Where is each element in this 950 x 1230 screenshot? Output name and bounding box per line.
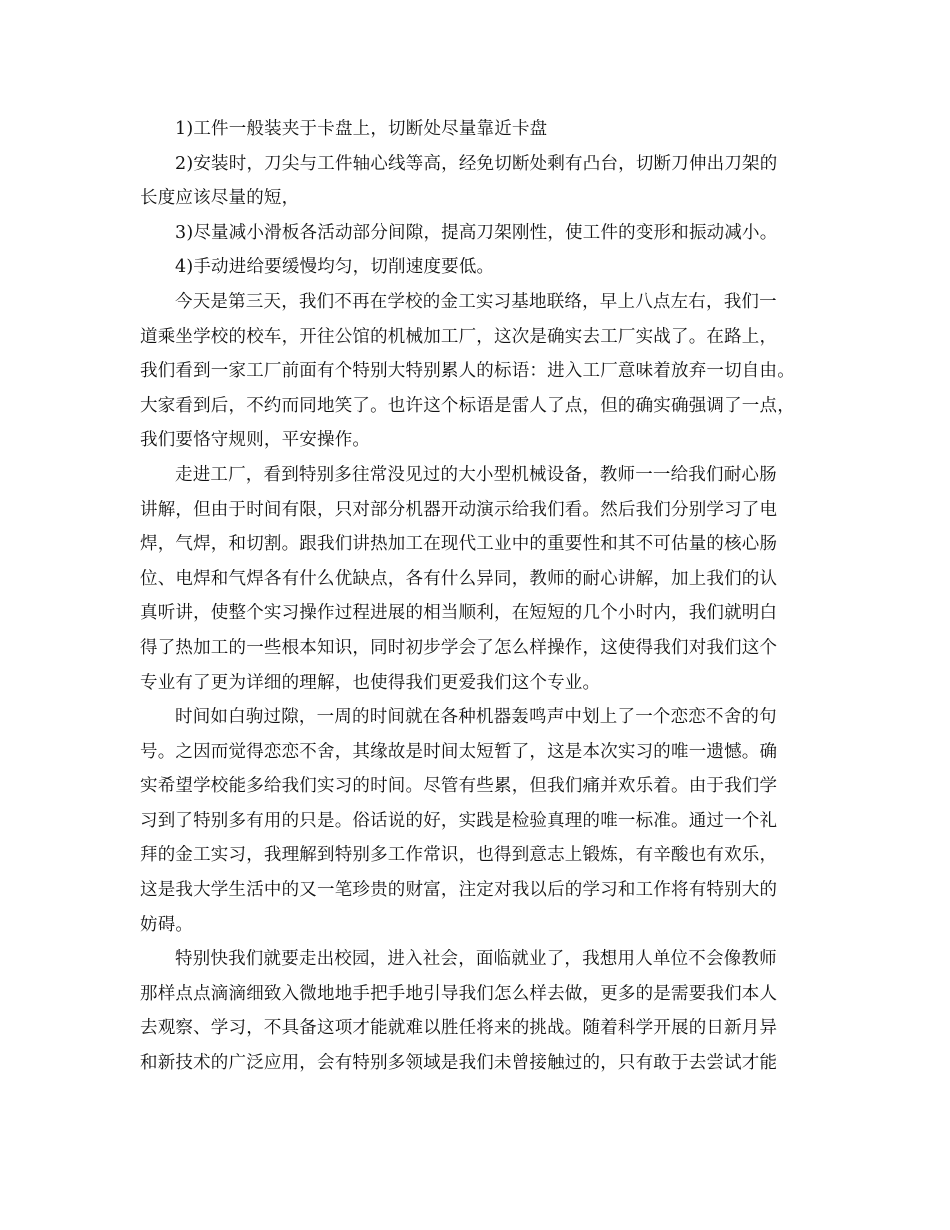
- paragraph-line: 讲解，但由于时间有限，只对部分机器开动演示给我们看。然后我们分别学习了电: [140, 499, 778, 520]
- paragraph-line: 实希望学校能多给我们实习的时间。尽管有些累，但我们痛并欢乐着。由于我们学: [140, 776, 778, 797]
- paragraph-first-line: 时间如白驹过隙，一周的时间就在各种机器轰鸣声中划上了一个恋恋不舍的句: [175, 707, 777, 728]
- paragraph-first-line: 今天是第三天，我们不再在学校的金工实习基地联络，早上八点左右，我们一: [175, 291, 777, 312]
- paragraph-line: 大家看到后，不约而同地笑了。也许这个标语是雷人了点，但的确实确强调了一点，: [140, 395, 795, 416]
- paragraph-first-line: 1)工件一般装夹于卡盘上，切断处尽量靠近卡盘: [175, 119, 548, 139]
- paragraph-line: 那样点点滴滴细致入微地地手把手地引导我们怎么样去做，更多的是需要我们本人: [140, 983, 778, 1004]
- paragraph-line: 长度应该尽量的短，: [140, 188, 300, 209]
- paragraph-line: 我们看到一家工厂前面有个特别大特别累人的标语：进入工厂意味着放弃一切自由。: [140, 361, 795, 382]
- document-body: [140, 112, 812, 1081]
- paragraph-line: 号。之因而觉得恋恋不舍，其缘故是时间太短暂了，这是本次实习的唯一遗憾。确: [140, 741, 778, 762]
- paragraph-first-line: 走进工厂，看到特别多往常没见过的大小型机械设备，教师一一给我们耐心肠: [175, 464, 777, 485]
- paragraph-line: 专业有了更为详细的理解，也使得我们更爱我们这个专业。: [140, 672, 601, 693]
- paragraph-line: 得了热加工的一些根本知识，同时初步学会了怎么样操作，这使得我们对我们这个: [140, 637, 778, 658]
- paragraph-line: 位、电焊和气焊各有什么优缺点，各有什么异同，教师的耐心讲解，加上我们的认: [140, 568, 778, 589]
- paragraph-line: 习到了特别多有用的只是。俗话说的好，实践是检验真理的唯一标准。通过一个礼: [140, 810, 778, 831]
- paragraph-line: 真听讲，使整个实习操作过程进展的相当顺利，在短短的几个小时内，我们就明白: [140, 603, 778, 624]
- paragraph-line: 妨碍。: [140, 914, 194, 935]
- paragraph-first-line: 4)手动进给要缓慢均匀，切削速度要低。: [175, 257, 495, 278]
- paragraph-line: 道乘坐学校的校车，开往公馆的机械加工厂，这次是确实去工厂实战了。在路上，: [140, 326, 778, 347]
- paragraph-line: 和新技术的广泛应用，会有特别多领域是我们未曾接触过的，只有敢于去尝试才能: [140, 1053, 778, 1074]
- paragraph-line: 这是我大学生活中的又一笔珍贵的财富，注定对我以后的学习和工作将有特别大的: [140, 880, 778, 901]
- paragraph-first-line: 特别快我们就要走出校园，进入社会，面临就业了，我想用人单位不会像教师: [175, 949, 777, 970]
- paragraph-line: 我们要恪守规则，平安操作。: [140, 430, 371, 451]
- paragraph-first-line: 2)安装时，刀尖与工件轴心线等高，经免切断处剩有凸台，切断刀伸出刀架的: [175, 153, 778, 174]
- paragraph-first-line: 3)尽量减小滑板各活动部分间隙，提高刀架刚性，使工件的变形和振动减小。: [175, 222, 778, 243]
- paragraph-line: 拜的金工实习，我理解到特别多工作常识，也得到意志上锻炼，有辛酸也有欢乐，: [140, 845, 778, 866]
- paragraph-line: 去观察、学习，不具备这项才能就难以胜任将来的挑战。随着科学开展的日新月异: [140, 1018, 778, 1039]
- paragraph-line: 焊，气焊，和切割。跟我们讲热加工在现代工业中的重要性和其不可估量的核心肠: [140, 534, 778, 555]
